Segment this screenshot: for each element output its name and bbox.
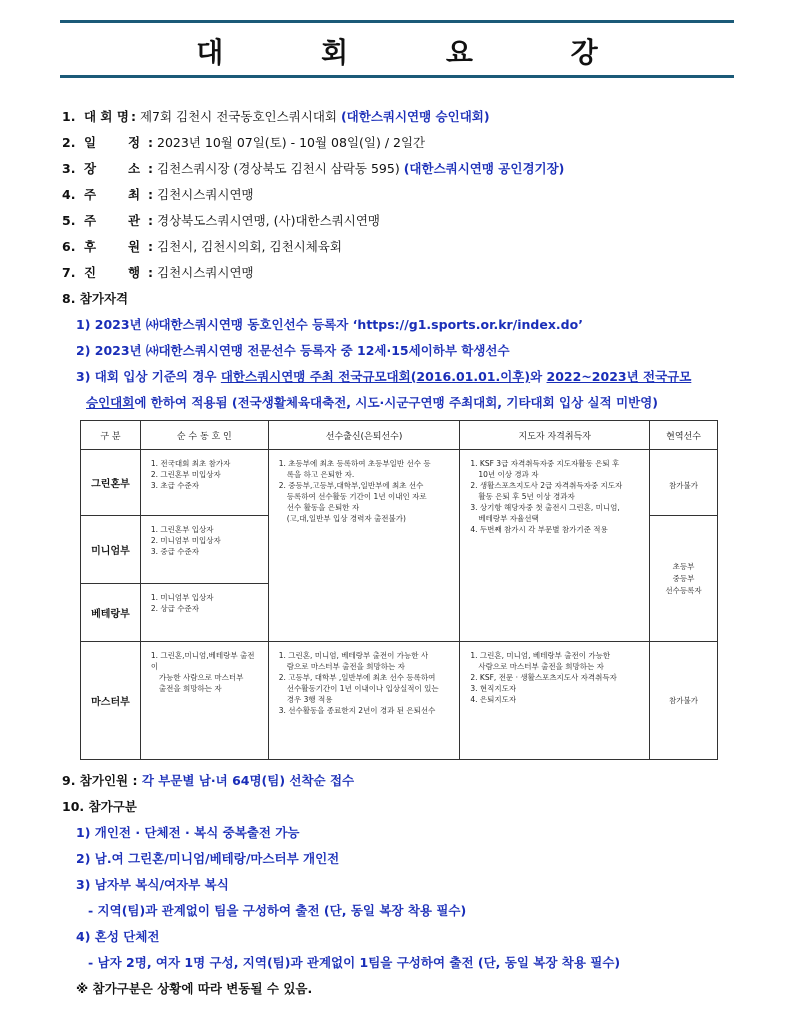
info-value: 김천스쿼시장 (경상북도 김천시 삼락동 595): [157, 161, 400, 176]
section9-value: 각 부문별 남·녀 64명(팀) 선착순 접수: [141, 773, 355, 788]
list-item: 중등부: [672, 573, 695, 583]
section8-item3-underlined: 대한스쿼시연맹 주최 전국규모대회(2016.01.01.이후): [220, 369, 531, 384]
former-top-cell: [268, 450, 460, 642]
section8-item3-cont: [62, 390, 762, 416]
table-header-row: [81, 421, 718, 450]
section10-item: 2) 남.여 그린혼/미니엄/베테랑/마스터부 개인전: [76, 851, 340, 866]
list-item: 3. 중급 수준자: [150, 547, 200, 556]
list-item: 사람으로 마스터부 출전을 희망하는 자: [478, 662, 604, 671]
list-item: 3. 상기항 해당자중 첫 출전시 그린혼, 미니엄,: [470, 503, 620, 512]
info-key: 대 회 명: [84, 109, 129, 124]
section8-item2: 2) 2023년 ㈔대한스쿼시연맹 전문선수 등록자 중 12세·15세이하부 학생선수: [76, 343, 510, 358]
list-item: 람으로 마스터부 출전을 희망하는 자: [286, 662, 405, 671]
list-item: 초등부: [672, 561, 695, 571]
info-num: 1.: [62, 109, 76, 124]
page-title: 대 회 요 강: [196, 36, 642, 69]
master-pure-cell: [140, 642, 268, 760]
master-former-cell: [268, 642, 460, 760]
list-item: 록을 하고 은퇴한 자.: [286, 470, 355, 479]
title-bottom-rule: [60, 75, 734, 78]
info-num: 2.: [62, 135, 76, 150]
list-item: 베테랑부 자율선택: [478, 514, 539, 523]
info-value: 김천시스쿼시연맹: [157, 265, 254, 280]
info-value-highlight: (대한스쿼시연맹 승인대회): [340, 109, 490, 124]
section8-item1-end: ’: [578, 317, 583, 332]
list-item: (고,대,일반부 입상 경력자 출전불가): [286, 514, 406, 523]
info-row-organizer: 5. 주 관 : 경상북도스쿼시연맹, (사)대한스쿼시연맹: [62, 208, 762, 234]
info-num: 7.: [62, 265, 76, 280]
list-item: 1. KSF 3급 자격취득자중 지도자활동 은퇴 후: [470, 459, 620, 468]
list-item: 1. 초등부에 최초 등록하여 초등부일반 선수 등: [278, 459, 431, 468]
section8-item3-text: 3) 대회 입상 기준의 경우: [76, 369, 221, 384]
list-item: 출전을 희망하는 자: [158, 684, 222, 693]
registration-link[interactable]: https://g1.sports.or.kr/index.do: [357, 317, 579, 332]
info-key: 주: [84, 213, 97, 228]
list-item: 1. 미니엄부 입상자: [150, 593, 214, 602]
info-num: 6.: [62, 239, 76, 254]
list-item: 2. 그린혼부 미입상자: [150, 470, 221, 479]
section8-item3-underlined: 2022~2023년 전국규모: [546, 369, 692, 384]
info-value: 김천시, 김천시의회, 김천시체육회: [157, 239, 342, 254]
section10-item: - 지역(팀)과 관계없이 팀을 구성하여 출전 (단, 동일 복장 착용 필수): [88, 903, 467, 918]
master-coach-cell: [460, 642, 650, 760]
list-item: 가능한 사람으로 마스터부: [158, 673, 244, 682]
section9: [62, 768, 762, 794]
header-pure-amateur: 순 수 동 호 인: [140, 421, 268, 450]
list-item: 2. 생활스포츠지도사 2급 자격취득자중 지도자: [470, 481, 623, 490]
info-key: 최: [128, 187, 141, 202]
info-value: 제7회 김천시 전국동호인스쿼시대회: [139, 109, 337, 124]
info-num: 4.: [62, 187, 76, 202]
list-item: 2. 미니엄부 미입상자: [150, 536, 221, 545]
section8-item1-text: 1) 2023년 ㈔대한스쿼시연맹 동호인선수 등록자 ‘: [76, 317, 358, 332]
info-value: 김천시스쿼시연맹: [157, 187, 254, 202]
section8-item1: [62, 312, 762, 338]
info-row-date: 2. 일 정 : 2023년 10월 07일(토) - 10월 08일(일) / 2일간: [62, 130, 762, 156]
section8-item3-text: 와: [530, 369, 547, 384]
division-master: 마스터부: [81, 642, 141, 760]
list-item: 선수 활동을 은퇴한 자: [286, 503, 360, 512]
info-row-venue: 3. 장 소 : 김천스쿼시장 (경상북도 김천시 삼락동 595) (대한스쿼시연맹 공인경기장): [62, 156, 762, 182]
list-item: 선수등록자: [665, 585, 702, 595]
division-beta: 베테랑부: [81, 584, 141, 642]
info-key: 장: [84, 161, 97, 176]
master-active-cell: 참가불가: [650, 642, 718, 760]
list-item: 2. 상급 수준자: [150, 604, 200, 613]
list-item: 2. 중등부,고등부,대학부,일반부에 최초 선수: [278, 481, 424, 490]
info-key: 원: [128, 239, 141, 254]
info-num: 5.: [62, 213, 76, 228]
list-item: 1. 그린혼, 미니엄, 베테랑부 출전이 가능한 사: [278, 651, 429, 660]
list-item: 1. 전국대회 최초 참가자: [150, 459, 231, 468]
title-bar: [60, 14, 734, 69]
list-item: 등록하여 선수활동 기간이 1년 이내인 자로: [286, 492, 427, 501]
info-num: 3.: [62, 161, 76, 176]
section10-item: 3) 남자부 복식/여자부 복식: [76, 877, 229, 892]
list-item: 2. KSF, 전문 · 생활스포츠지도사 자격취득자: [470, 673, 617, 682]
coach-top-cell: [460, 450, 650, 642]
section8-title: 8. 참가자격: [62, 291, 129, 306]
info-list-lower: [62, 768, 762, 1002]
info-row-name: 1. 대 회 명 : 제7회 김천시 전국동호인스쿼시대회 (대한스쿼시연맹 승인대회): [62, 104, 762, 130]
list-item: 4. 은퇴지도자: [470, 695, 517, 704]
header-division: 구 분: [81, 421, 141, 450]
list-item: 3. 현직지도자: [470, 684, 517, 693]
green-active-cell: 참가불가: [650, 450, 718, 516]
table-row: [81, 642, 718, 760]
header-coach: 지도자 자격취득자: [460, 421, 650, 450]
info-list: [62, 104, 762, 416]
list-item: 10년 이상 경과 자: [478, 470, 539, 479]
list-item: 활동 은퇴 후 5년 이상 경과자: [478, 492, 575, 501]
info-key: 주: [84, 187, 97, 202]
section10-title: 10. 참가구분: [62, 799, 137, 814]
info-key: 후: [84, 239, 97, 254]
section9-label: 9. 참가인원 :: [62, 773, 142, 788]
active-mid-cell: [650, 516, 718, 642]
section10-item: - 남자 2명, 여자 1명 구성, 지역(팀)과 관계없이 1팀을 구성하여 출전 (단, 동일 복장 착용 필수): [88, 955, 621, 970]
table-row: [81, 450, 718, 516]
info-key: 진: [84, 265, 97, 280]
list-item: 경우 3행 적용: [286, 695, 333, 704]
section8-item3-text: 에 한하여 적용됨 (전국생활체육대축전, 시도·시군구연맹 주최대회, 기타대회 입상 실적 미반영): [134, 395, 659, 410]
header-active: 현역선수: [650, 421, 718, 450]
list-item: 4. 두번째 참가시 각 부문별 참가기준 적용: [470, 525, 608, 534]
list-item: 3. 선수활동을 종료한지 2년이 경과 된 은퇴선수: [278, 706, 436, 715]
section8-item3-underlined: 승인대회: [86, 395, 135, 410]
beta-pure-cell: [140, 584, 268, 642]
info-key: 정: [128, 135, 141, 150]
section8-item3: [62, 364, 762, 390]
info-key: 관: [128, 213, 141, 228]
section10-item: 4) 혼성 단체전: [76, 929, 160, 944]
info-key: 행: [128, 265, 141, 280]
list-item: 3. 초급 수준자: [150, 481, 200, 490]
list-item: 2. 고등부, 대학부 ,일반부에 최초 선수 등록하여: [278, 673, 436, 682]
info-key: 소: [128, 161, 141, 176]
section10-note: ※ 참가구분은 상황에 따라 변동될 수 있음.: [76, 981, 313, 996]
eligibility-table: [80, 420, 718, 760]
list-item: 1. 그린혼, 미니엄, 베테랑부 출전이 가능한: [470, 651, 611, 660]
info-key: 일: [84, 135, 97, 150]
section10-item: 1) 개인전 · 단체전 · 복식 중복출전 가능: [76, 825, 300, 840]
list-item: 1. 그린혼부 입상자: [150, 525, 214, 534]
header-former-player: 선수출신(은퇴선수): [268, 421, 460, 450]
minim-pure-cell: [140, 516, 268, 584]
list-item: 선수활동기간이 1년 이내이나 입상실적이 있는: [286, 684, 439, 693]
info-value-highlight: (대한스쿼시연맹 공인경기장): [403, 161, 565, 176]
division-green: 그린혼부: [81, 450, 141, 516]
info-value: 2023년 10월 07일(토) - 10월 08일(일) / 2일간: [157, 135, 426, 150]
info-row-sponsor: 6. 후 원 : 김천시, 김천시의회, 김천시체육회: [62, 234, 762, 260]
info-row-operation: 7. 진 행 : 김천시스쿼시연맹: [62, 260, 762, 286]
title-top-rule: [60, 20, 734, 23]
info-row-host: 4. 주 최 : 김천시스쿼시연맹: [62, 182, 762, 208]
division-minim: 미니엄부: [81, 516, 141, 584]
info-value: 경상북도스쿼시연맹, (사)대한스쿼시연맹: [157, 213, 380, 228]
green-pure-cell: [140, 450, 268, 516]
list-item: 1. 그린혼,미니엄,베테랑부 출전이: [150, 651, 255, 671]
